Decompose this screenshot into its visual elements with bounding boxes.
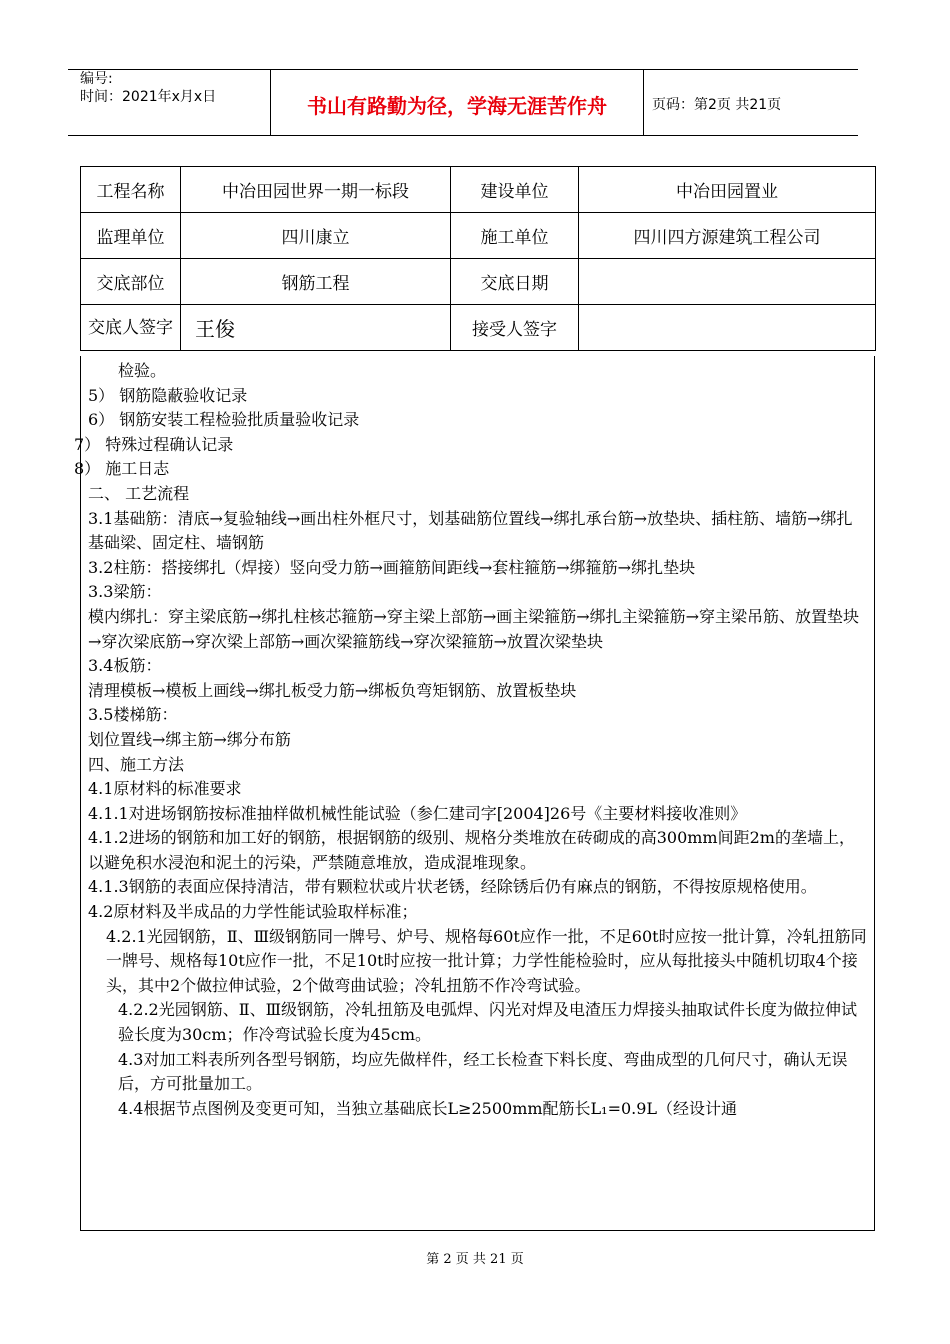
body-line: 4.2.1光园钢筋，Ⅱ、Ⅲ级钢筋同一牌号、炉号、规格每60t应作一批，不足60t时应按一批计算，冷轧扭筋同一牌号、规格每10t应作一批，不足10t时应按一批计算；力学性能检验时，应从每批接头中随机切取4个接头，其中2个做拉伸试验，2个做弯曲试验；冷轧扭筋不作冷弯试验。 (106, 926, 867, 995)
body-line: 3.3梁筋： (88, 582, 162, 602)
body-line: 4.2原材料及半成品的力学性能试验取样标准； (88, 902, 418, 922)
body-line: 8） 施工日志 (74, 459, 170, 479)
table-row (81, 167, 876, 213)
body-line: 4.2.2光园钢筋、Ⅱ、Ⅲ级钢筋，冷轧扭筋及电弧焊、闪光对焊及电渣压力焊接头抽取试件长度为做拉伸试验长度为30cm；作冷弯试验长度为45cm。 (118, 1000, 858, 1045)
body-line: 4.1原材料的标准要求 (88, 779, 242, 799)
value-receiver-signature (579, 305, 876, 351)
page-footer: 第 2 页 共 21 页 (426, 1252, 524, 1267)
label-supervisor: 监理单位 (81, 213, 181, 259)
label-client: 建设单位 (451, 167, 579, 213)
table-row (81, 305, 876, 351)
body-line: 检验。 (118, 361, 167, 380)
body-line: 7） 特殊过程确认记录 (74, 434, 234, 454)
body-line: 4.3对加工料表所列各型号钢筋，均应先做样件，经工长检查下料长度、弯曲成型的几何尺寸，确认无误后，方可批量加工。 (118, 1049, 848, 1094)
body-line: 3.1基础筋：清底→复验轴线→画出柱外框尺寸，划基础筋位置线→绑扎承台筋→放垫块、插柱筋、墙筋→绑扎基础梁、固定柱、墙钢筋 (88, 508, 853, 553)
body-line: 3.5楼梯筋： (88, 705, 178, 725)
header-meta (80, 70, 216, 106)
project-info-table (80, 166, 876, 351)
body-line: 4.1.2进场的钢筋和加工好的钢筋，根据钢筋的级别、规格分类堆放在砖砌成的高300mm间距2m的垄墙上，以避免积水浸泡和泥土的污染，严禁随意堆放，造成混堆现象。 (88, 828, 855, 872)
value-supervisor: 四川康立 (181, 213, 451, 259)
value-briefing-date (579, 259, 876, 305)
label-project-name: 工程名称 (81, 167, 181, 213)
header-motto: 书山有路勤为径，学海无涯苦作舟 (307, 94, 607, 118)
header-page-info: 页码：第2页 共21页 (652, 97, 782, 113)
body-line: 3.4板筋： (88, 656, 162, 676)
table-row (81, 213, 876, 259)
body-line: 划位置线→绑主筋→绑分布筋 (88, 729, 291, 749)
briefer-signature: 王俊 (181, 305, 451, 351)
body-line: 清理模板→模板上画线→绑扎板受力筋→绑板负弯矩钢筋、放置板垫块 (88, 680, 577, 700)
body-line: 4.4根据节点图例及变更可知，当独立基础底长L≥2500mm配筋长L₁=0.9L（经设计通 (118, 1098, 738, 1118)
label-receiver-signature: 接受人签字 (451, 305, 579, 351)
header-divider-right (643, 69, 644, 135)
document-number-label: 编号: (80, 71, 113, 87)
section-heading: 四、施工方法 (88, 754, 185, 774)
header-bottom-rule (68, 135, 858, 136)
body-line: 4.1.1对进场钢筋按标准抽样做机械性能试验（参仁建司字[2004]26号《主要材料接收准则》 (88, 803, 747, 823)
body-line: 3.2柱筋：搭接绑扎（焊接）竖向受力筋→画箍筋间距线→套柱箍筋→绑箍筋→绑扎垫块 (88, 557, 696, 577)
label-briefing-part: 交底部位 (81, 259, 181, 305)
value-project-name: 中冶田园世界一期一标段 (181, 167, 451, 213)
document-time: 时间：2021年x月x日 (80, 89, 217, 105)
value-briefing-part: 钢筋工程 (181, 259, 451, 305)
section-heading: 二、 工艺流程 (88, 483, 190, 503)
header-divider-left (270, 69, 271, 135)
body-line: 5） 钢筋隐蔽验收记录 (88, 385, 248, 405)
body-line: 4.1.3钢筋的表面应保持清洁，带有颗粒状或片状老锈，经除锈后仍有麻点的钢筋，不得按原规格使用。 (88, 877, 817, 897)
label-briefer-signature: 交底人签字 (81, 305, 181, 351)
body-line: 模内绑扎：穿主梁底筋→绑扎柱核芯箍筋→穿主梁上部筋→画主梁箍筋→绑扎主梁箍筋→穿主梁吊筋、放置垫块→穿次梁底筋→穿次梁上部筋→画次梁箍筋线→穿次梁箍筋→放置次梁垫块 (88, 606, 860, 651)
value-contractor: 四川四方源建筑工程公司 (579, 213, 876, 259)
body-line: 6） 钢筋安装工程检验批质量验收记录 (88, 410, 360, 430)
table-row (81, 259, 876, 305)
label-briefing-date: 交底日期 (451, 259, 579, 305)
value-client: 中冶田园置业 (579, 167, 876, 213)
label-contractor: 施工单位 (451, 213, 579, 259)
document-body (74, 359, 868, 1121)
